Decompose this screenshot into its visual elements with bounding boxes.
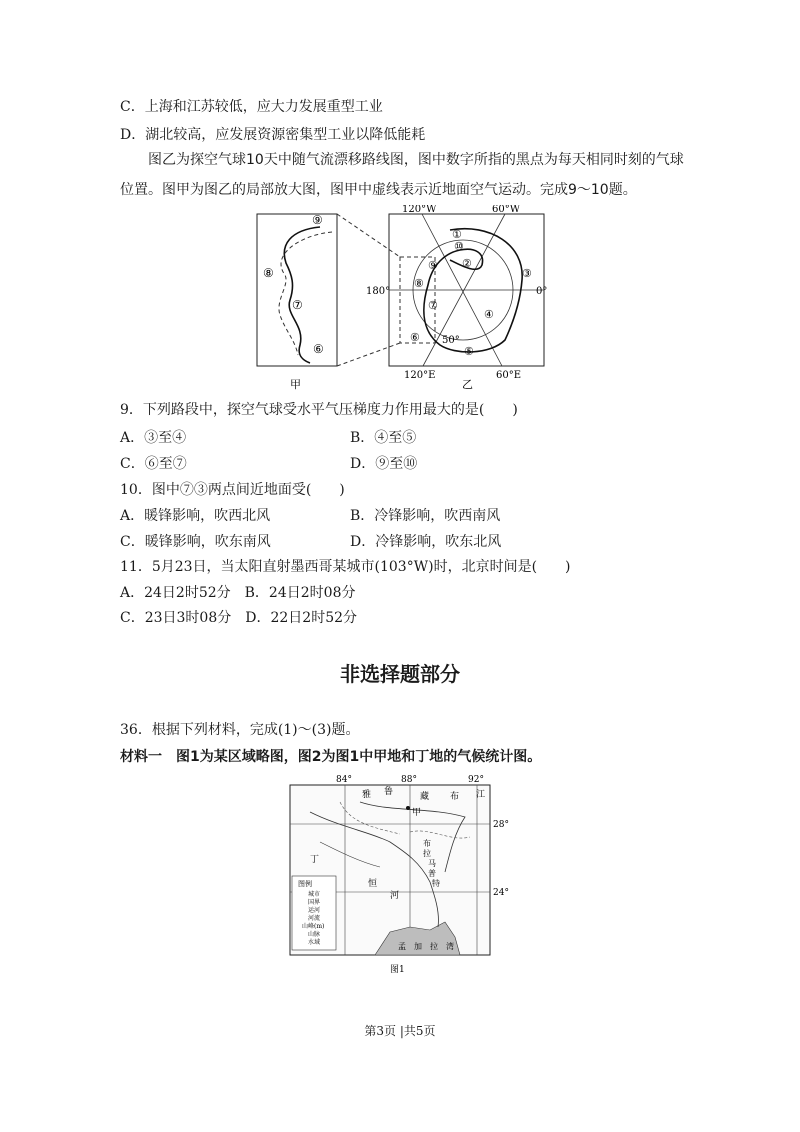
- jia-marker-6: ⑥: [313, 342, 324, 356]
- caption-jia: 甲: [290, 378, 301, 390]
- yi-marker-10: ⑩: [454, 240, 464, 253]
- label-wan: 湾: [446, 942, 454, 951]
- figure-balloon-path: [250, 205, 550, 390]
- q10-option-b: B．冷锋影响，吹西南风: [350, 508, 501, 524]
- label-he: 河: [390, 891, 400, 901]
- label-ya: 雅: [362, 790, 372, 800]
- legend-city: 城市: [308, 891, 321, 898]
- legend-river: 河流: [308, 915, 321, 922]
- label-pu: 普: [428, 869, 436, 878]
- label-lu: 鲁: [384, 787, 394, 797]
- page-footer: 第3页 |共5页: [364, 1024, 436, 1038]
- label-la2: 拉: [430, 942, 438, 951]
- label-lon-84: 84°: [336, 775, 352, 785]
- label-60e: 60°E: [496, 370, 522, 381]
- q11-options-ab: A．24日2时52分 B．24日2时08分: [120, 585, 356, 601]
- q11-stem: 11．5月23日，当太阳直射墨西哥某城市(103°W)时，北京时间是( ): [120, 559, 571, 575]
- intro-paragraph: [120, 145, 690, 205]
- material-text: 图1为某区域略图，图2为图1中甲地和丁地的气候统计图。: [176, 749, 542, 765]
- q10-option-a: A．暖锋影响，吹西北风: [120, 508, 271, 524]
- label-120w: 120°W: [402, 205, 437, 215]
- label-120e: 120°E: [404, 370, 436, 381]
- q9-option-a: A．③至④: [120, 430, 187, 446]
- label-50: 50°: [442, 335, 460, 346]
- label-jia: 甲: [412, 808, 422, 818]
- yi-marker-4: ④: [484, 308, 494, 321]
- yi-marker-3: ③: [522, 267, 532, 280]
- legend-water: 水域: [308, 939, 321, 946]
- yi-marker-1: ①: [452, 228, 462, 241]
- jia-marker-9: ⑨: [312, 213, 323, 227]
- label-la: 拉: [423, 849, 431, 858]
- section-title: 非选择题部分: [340, 662, 460, 686]
- yi-marker-6: ⑥: [410, 331, 420, 344]
- q9-option-b: B．④至⑤: [350, 430, 417, 446]
- legend-title: 图例: [298, 880, 312, 888]
- label-ding: 丁: [310, 855, 320, 865]
- map-caption: 图1: [390, 965, 405, 975]
- label-lat-24: 24°: [493, 888, 509, 898]
- q36-material: [120, 747, 541, 767]
- figure-region-map: [280, 772, 520, 978]
- figure-jia-box: [257, 214, 337, 366]
- yi-marker-7: ⑦: [428, 299, 438, 312]
- label-te: 特: [432, 879, 440, 888]
- q10-option-d: D．冷锋影响，吹东北风: [350, 534, 502, 550]
- q9-option-d: D．⑨至⑩: [350, 456, 418, 472]
- q9-stem: 9．下列路段中，探空气球受水平气压梯度力作用最大的是( ): [120, 402, 518, 418]
- option-d-previous: D．湖北较高，应发展资源密集型工业以降低能耗: [120, 127, 426, 143]
- yi-marker-2: ②: [462, 257, 472, 270]
- material-label: 材料一: [120, 749, 162, 765]
- label-bu: 布: [450, 792, 460, 802]
- label-lon-92: 92°: [468, 775, 484, 785]
- legend-canal: 运河: [308, 907, 321, 914]
- yi-marker-9: ⑨: [428, 259, 438, 272]
- q36-stem: 36．根据下列材料，完成(1)～(3)题。: [120, 722, 360, 738]
- yi-marker-5: ⑤: [464, 345, 474, 358]
- label-jiang: 江: [476, 790, 486, 800]
- jia-marker-7: ⑦: [292, 298, 303, 312]
- label-ma: 马: [428, 859, 436, 868]
- label-jia2: 加: [414, 942, 422, 951]
- yi-marker-8: ⑧: [414, 277, 424, 290]
- label-lon-88: 88°: [401, 775, 417, 785]
- label-0: 0°: [536, 286, 548, 297]
- q10-option-c: C．暖锋影响，吹东南风: [120, 534, 271, 550]
- label-heng: 恒: [368, 879, 378, 889]
- legend-peak: 山峰(m): [302, 923, 325, 930]
- intro-text: 图乙为探空气球10天中随气流漂移路线图，图中数字所指的黑点为每天相同时刻的气球位置。图甲为图乙的局部放大图，图甲中虚线表示近地面空气运动。完成9～10题。: [120, 152, 684, 198]
- jia-marker-8: ⑧: [263, 266, 274, 280]
- legend-mountain: 山脉: [308, 931, 321, 938]
- q10-stem: 10．图中⑦③两点间近地面受( ): [120, 482, 345, 498]
- legend-border: 国界: [308, 899, 321, 906]
- label-zang: 藏: [420, 792, 430, 802]
- label-180: 180°: [366, 286, 391, 297]
- option-c-previous: C．上海和江苏较低，应大力发展重型工业: [120, 99, 383, 115]
- label-60w: 60°W: [492, 205, 521, 215]
- q11-options-cd: C．23日3时08分 D．22日2时52分: [120, 610, 358, 626]
- label-meng: 孟: [398, 942, 406, 951]
- label-bu2: 布: [423, 839, 431, 848]
- label-lat-28: 28°: [493, 820, 509, 830]
- q9-option-c: C．⑥至⑦: [120, 456, 187, 472]
- caption-yi: 乙: [462, 378, 473, 390]
